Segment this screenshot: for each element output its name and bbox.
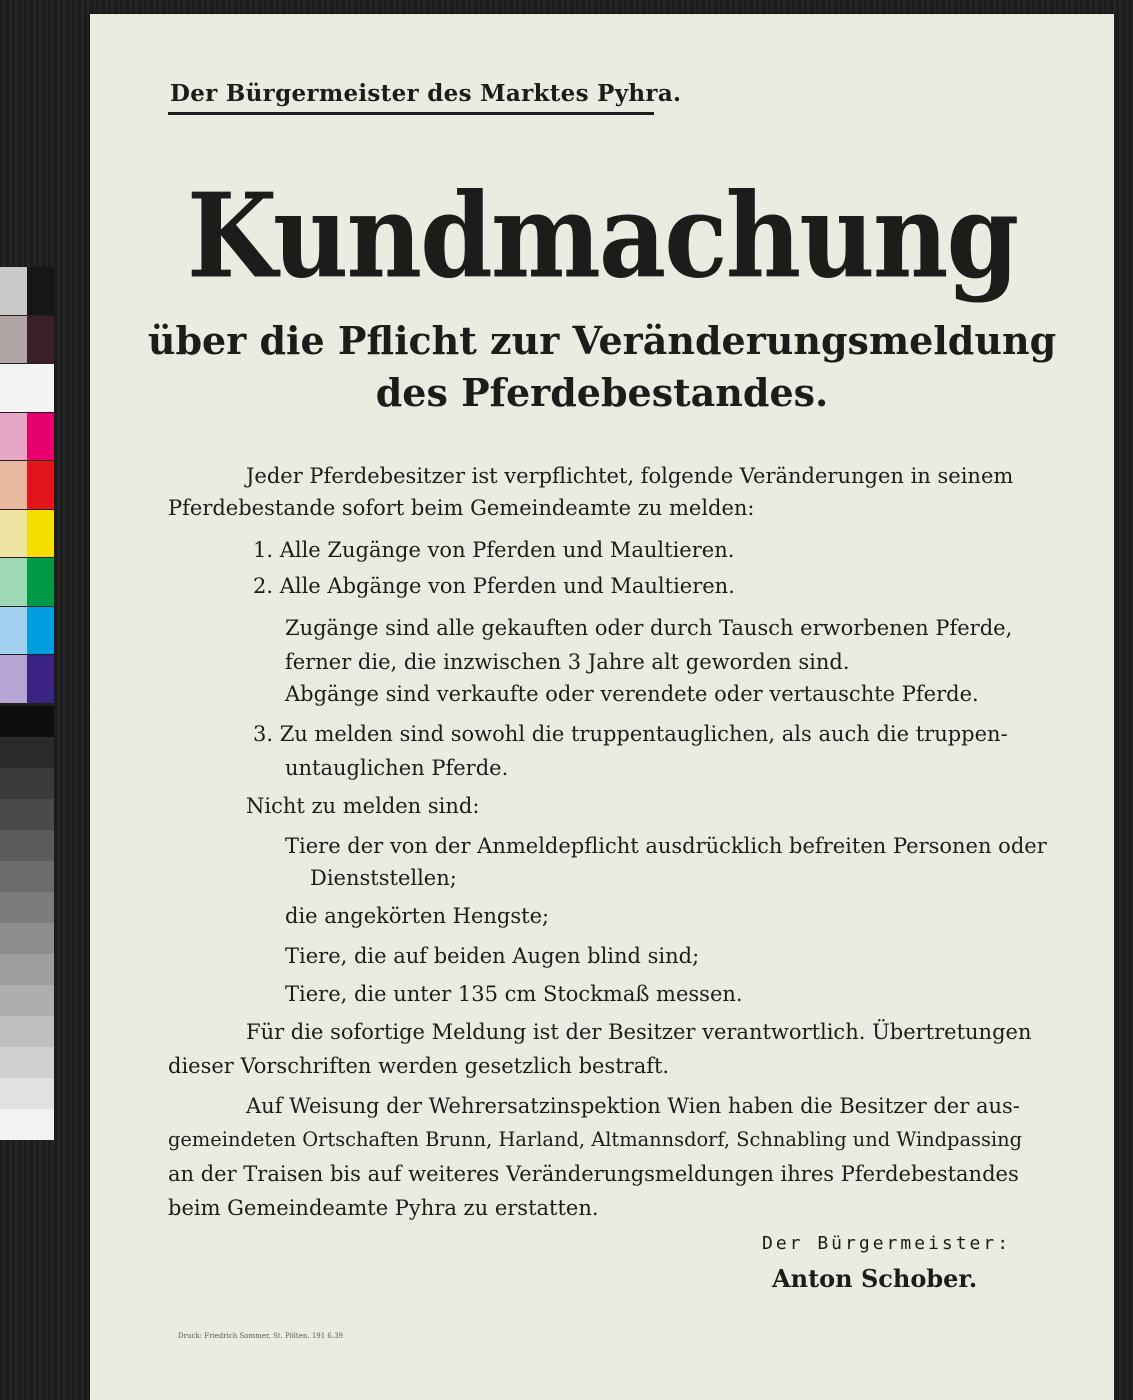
calibration-patch (27, 413, 54, 461)
grey-scale-patch (0, 768, 54, 799)
poster (90, 14, 1114, 1400)
body-line: Tiere, die unter 135 cm Stockmaß messen. (285, 982, 743, 1006)
body-line: Für die sofortige Meldung ist der Besitzer verantwortlich. Übertretungen (246, 1020, 1032, 1044)
list-item: 3. Zu melden sind sowohl die truppentauglichen, als auch die truppen- (253, 722, 1008, 746)
grey-scale-patch (0, 799, 54, 830)
calibration-patch (0, 510, 27, 558)
body-line: untauglichen Pferde. (285, 756, 509, 780)
calibration-patch (0, 413, 27, 461)
signature-name: Anton Schober. (772, 1264, 978, 1293)
grey-scale-patch (0, 1078, 54, 1109)
calibration-patch (27, 510, 54, 558)
signature-label: Der Bürgermeister: (762, 1233, 1012, 1254)
grey-scale-patch (0, 923, 54, 954)
body-line: Abgänge sind verkaufte oder verendete oder vertauschte Pferde. (285, 682, 979, 706)
poster-subtitle-line-1: über die Pflicht zur Veränderungsmeldung (147, 318, 1057, 363)
calibration-patch (0, 364, 27, 412)
body-line: Zugänge sind alle gekauften oder durch Tausch erworbenen Pferde, (285, 616, 1013, 640)
body-line: Dienststellen; (310, 866, 457, 890)
body-line: Tiere der von der Anmeldepflicht ausdrücklich befreiten Personen oder (285, 834, 1047, 858)
body-line: dieser Vorschriften werden gesetzlich bestraft. (168, 1054, 670, 1078)
calibration-patch (0, 461, 27, 509)
body-line: ferner die, die inzwischen 3 Jahre alt geworden sind. (285, 650, 850, 674)
grey-scale-patch (0, 706, 54, 737)
grey-scale-patch (0, 737, 54, 768)
calibration-patch (0, 607, 27, 655)
grey-scale-patch (0, 830, 54, 861)
grey-scale-patch (0, 1047, 54, 1078)
calibration-patch (0, 558, 27, 606)
grey-scale-patch (0, 1016, 54, 1047)
calibration-patch (27, 655, 54, 703)
poster-subtitle-line-2: des Pferdebestandes. (375, 370, 829, 415)
calibration-patch (0, 655, 27, 703)
poster-title: Kundmachung (186, 166, 1018, 305)
issuing-authority: Der Bürgermeister des Marktes Pyhra. (170, 80, 682, 107)
body-line: Pferdebestande sofort beim Gemeindeamte zu melden: (168, 496, 755, 520)
calibration-patch (0, 316, 27, 364)
calibration-patch (27, 461, 54, 509)
body-line: gemeindeten Ortschaften Brunn, Harland, Altmannsdorf, Schnabling und Windpassing (168, 1128, 1023, 1151)
body-line: Nicht zu melden sind: (246, 794, 480, 818)
calibration-patch (27, 607, 54, 655)
calibration-patch (27, 558, 54, 606)
grey-scale-patch (0, 985, 54, 1016)
calibration-patch (0, 267, 27, 315)
list-item: 2. Alle Abgänge von Pferden und Maultieren. (253, 574, 735, 598)
list-item: 1. Alle Zugänge von Pferden und Maultieren. (253, 538, 735, 562)
color-calibration-strip (0, 267, 54, 1140)
printer-imprint: Druck: Friedrich Sommer, St. Pölten. 191 6.39 (178, 1332, 343, 1340)
body-line: Tiere, die auf beiden Augen blind sind; (285, 944, 700, 968)
body-line: an der Traisen bis auf weiteres Veränderungsmeldungen ihres Pferdebestandes (168, 1162, 1019, 1186)
grey-scale-patch (0, 861, 54, 892)
calibration-patch (27, 316, 54, 364)
grey-scale-patch (0, 954, 54, 985)
grey-scale-patch (0, 1109, 54, 1140)
body-line: die angekörten Hengste; (285, 904, 550, 928)
body-line: beim Gemeindeamte Pyhra zu erstatten. (168, 1196, 599, 1220)
calibration-patch (27, 267, 54, 315)
calibration-patch (27, 364, 54, 412)
paper-fold (90, 709, 1114, 711)
authority-underline (168, 112, 654, 115)
body-line: Auf Weisung der Wehrersatzinspektion Wien haben die Besitzer der aus- (246, 1094, 1020, 1118)
grey-scale-patch (0, 892, 54, 923)
body-line: Jeder Pferdebesitzer ist verpflichtet, folgende Veränderungen in seinem (246, 464, 1014, 488)
